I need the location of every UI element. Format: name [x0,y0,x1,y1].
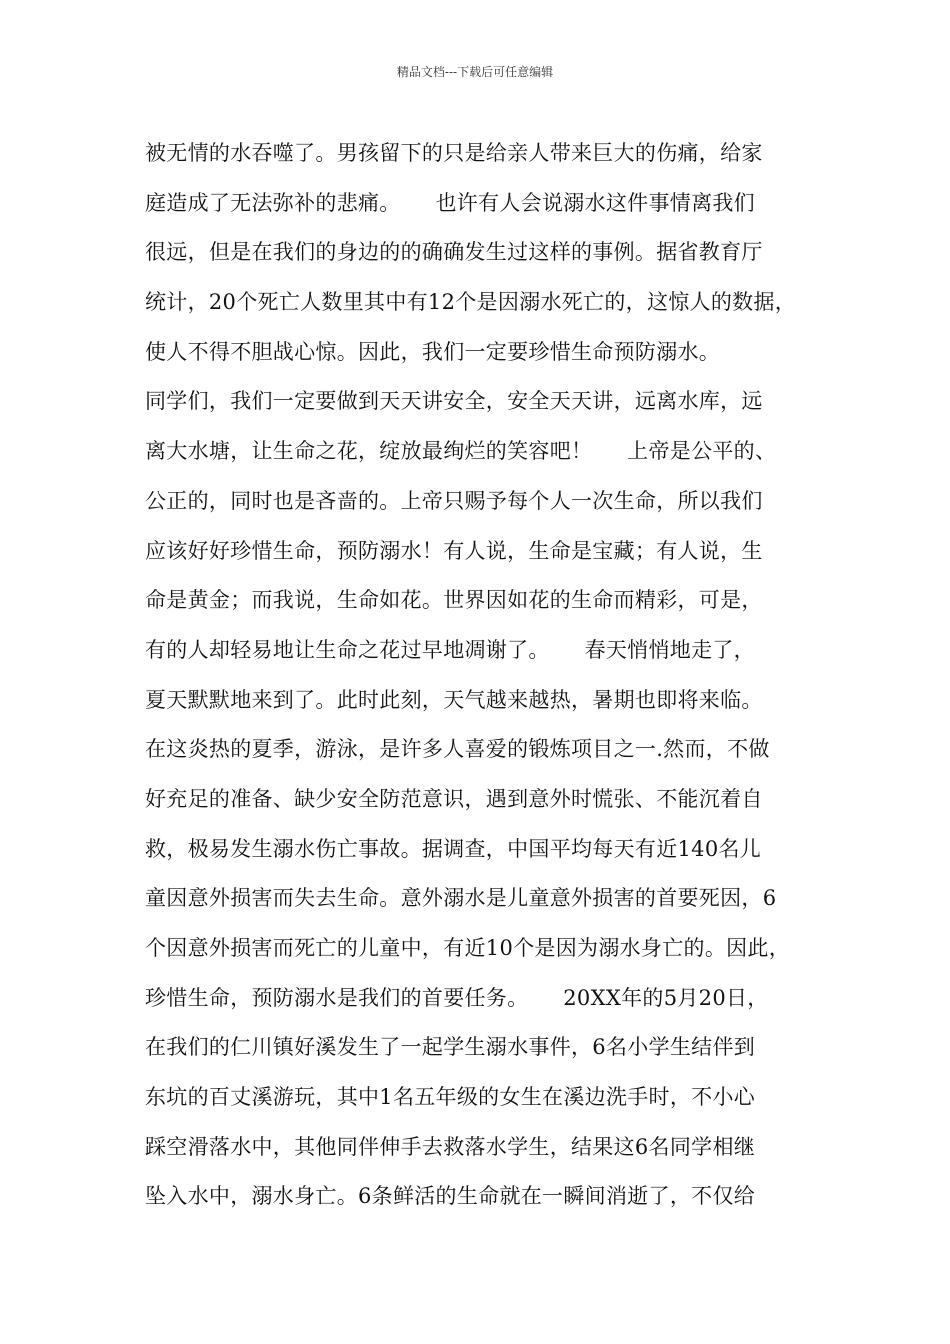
page-header: 精品文档---下载后可任意编辑 [396,65,554,79]
text-line: 公正的，同时也是吝啬的。上帝只赐予每个人一次生命，所以我们 [145,488,763,513]
text-line: 应该好好珍惜生命，预防溺水！有人说，生命是宝藏；有人说，生 [145,538,763,563]
text-line: 东坑的百丈溪游玩，其中1名五年级的女生在溪边洗手时，不小心 [145,1085,756,1110]
text-line: 命是黄金；而我说，生命如花。世界因如花的生命而精彩，可是， [145,588,763,613]
text-line: 好充足的准备、缺少安全防范意识，遇到意外时慌张、不能沉着自 [145,786,763,811]
text-line: 被无情的水吞噬了。男孩留下的只是给亲人带来巨大的伤痛，给家 [145,141,763,165]
text-line: 在这炎热的夏季，游泳，是许多人喜爱的锻炼项目之一.然而，不做 [145,737,770,762]
text-line: 很远，但是在我们的身边的的确确发生过这样的事例。据省教育厅 [145,240,763,265]
text-line: 救，极易发生溺水伤亡事故。据调查，中国平均每天有近140名儿 [145,836,762,861]
text-line: 有的人却轻易地让生命之花过早地凋谢了。 春天悄悄地走了， [145,637,755,662]
text-line: 离大水塘，让生命之花，绽放最绚烂的笑容吧！ 上帝是公平的、 [145,439,777,464]
text-line: 珍惜生命，预防溺水是我们的首要任务。 20XX年的5月20日， [145,985,769,1010]
text-line: 使人不得不胆战心惊。因此，我们一定要珍惜生命预防溺水。 [145,339,721,364]
text-line: 童因意外损害而失去生命。意外溺水是儿童意外损害的首要死因，6 [145,886,777,911]
document-body [145,129,835,1222]
text-line: 坠入水中，溺水身亡。6条鲜活的生命就在一瞬间消逝了，不仅给 [145,1184,756,1209]
text-line: 踩空滑落水中，其他同伴伸手去救落水学生，结果这6名同学相继 [145,1134,756,1159]
text-line: 在我们的仁川镇好溪发生了一起学生溺水事件，6名小学生结伴到 [145,1035,756,1060]
text-line: 庭造成了无法弥补的悲痛。 也许有人会说溺水这件事情离我们 [145,190,755,215]
text-line: 个因意外损害而死亡的儿童中，有近10个是因为溺水身亡的。因此， [145,936,791,960]
text-line: 夏天默默地来到了。此时此刻，天气越来越热，暑期也即将来临。 [145,687,763,712]
text-line: 同学们，我们一定要做到天天讲安全，安全天天讲，远离水库，远 [145,389,763,414]
text-line: 统计，20个死亡人数里其中有12个是因溺水死亡的，这惊人的数据， [145,290,797,315]
